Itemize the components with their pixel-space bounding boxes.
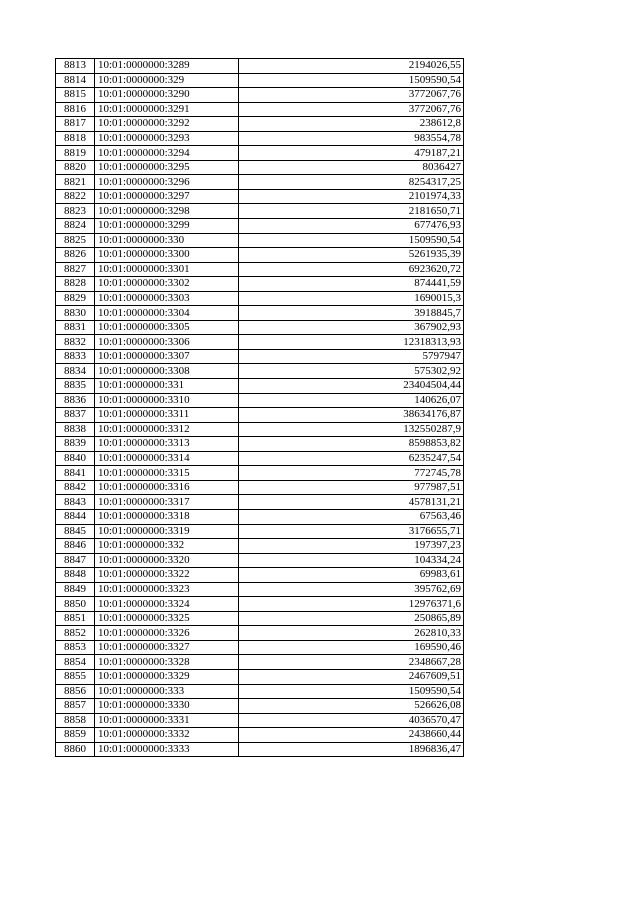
cadastral-number-cell: 10:01:0000000:3299 xyxy=(95,219,239,234)
row-number-cell: 8836 xyxy=(56,393,95,408)
row-number-cell: 8839 xyxy=(56,437,95,452)
value-cell: 1509590,54 xyxy=(239,73,464,88)
row-number-cell: 8814 xyxy=(56,73,95,88)
row-number-cell: 8840 xyxy=(56,451,95,466)
row-number-cell: 8822 xyxy=(56,189,95,204)
cadastral-number-cell: 10:01:0000000:3311 xyxy=(95,408,239,423)
row-number-cell: 8815 xyxy=(56,88,95,103)
row-number-cell: 8813 xyxy=(56,59,95,74)
table-row xyxy=(56,553,464,568)
row-number-cell: 8852 xyxy=(56,626,95,641)
value-cell: 2194026,55 xyxy=(239,59,464,74)
table-row xyxy=(56,102,464,117)
row-number-cell: 8859 xyxy=(56,728,95,743)
table-row xyxy=(56,728,464,743)
cadastral-number-cell: 10:01:0000000:3300 xyxy=(95,248,239,263)
row-number-cell: 8854 xyxy=(56,655,95,670)
table-row xyxy=(56,597,464,612)
value-cell: 3918845,7 xyxy=(239,306,464,321)
row-number-cell: 8848 xyxy=(56,568,95,583)
table-row xyxy=(56,408,464,423)
value-cell: 23404504,44 xyxy=(239,379,464,394)
table-row xyxy=(56,379,464,394)
table-row xyxy=(56,175,464,190)
table-row xyxy=(56,146,464,161)
value-cell: 3772067,76 xyxy=(239,102,464,117)
row-number-cell: 8821 xyxy=(56,175,95,190)
table-row xyxy=(56,509,464,524)
row-number-cell: 8823 xyxy=(56,204,95,219)
row-number-cell: 8837 xyxy=(56,408,95,423)
table-row xyxy=(56,73,464,88)
table-row xyxy=(56,524,464,539)
table-row xyxy=(56,219,464,234)
cadastral-number-cell: 10:01:0000000:3298 xyxy=(95,204,239,219)
cadastral-number-cell: 10:01:0000000:3318 xyxy=(95,509,239,524)
table-row xyxy=(56,88,464,103)
table-row xyxy=(56,742,464,757)
cadastral-number-cell: 10:01:0000000:3331 xyxy=(95,713,239,728)
value-cell: 67563,46 xyxy=(239,509,464,524)
cadastral-number-cell: 10:01:0000000:3290 xyxy=(95,88,239,103)
value-cell: 8254317,25 xyxy=(239,175,464,190)
value-cell: 6923620,72 xyxy=(239,262,464,277)
table-row xyxy=(56,495,464,510)
value-cell: 874441,59 xyxy=(239,277,464,292)
cadastral-number-cell: 10:01:0000000:3333 xyxy=(95,742,239,757)
row-number-cell: 8834 xyxy=(56,364,95,379)
cadastral-number-cell: 10:01:0000000:332 xyxy=(95,539,239,554)
cadastral-number-cell: 10:01:0000000:3306 xyxy=(95,335,239,350)
table-row xyxy=(56,699,464,714)
table-row xyxy=(56,262,464,277)
table-row xyxy=(56,466,464,481)
row-number-cell: 8838 xyxy=(56,422,95,437)
cadastral-number-cell: 10:01:0000000:3319 xyxy=(95,524,239,539)
value-cell: 5797947 xyxy=(239,349,464,364)
cadastral-number-cell: 10:01:0000000:3330 xyxy=(95,699,239,714)
value-cell: 1509590,54 xyxy=(239,684,464,699)
cadastral-number-cell: 10:01:0000000:3312 xyxy=(95,422,239,437)
cadastral-number-cell: 10:01:0000000:330 xyxy=(95,233,239,248)
value-cell: 3176655,71 xyxy=(239,524,464,539)
table-row xyxy=(56,364,464,379)
table-row xyxy=(56,422,464,437)
cadastral-number-cell: 10:01:0000000:3327 xyxy=(95,640,239,655)
row-number-cell: 8833 xyxy=(56,349,95,364)
row-number-cell: 8828 xyxy=(56,277,95,292)
row-number-cell: 8832 xyxy=(56,335,95,350)
value-cell: 367902,93 xyxy=(239,320,464,335)
table-row xyxy=(56,669,464,684)
row-number-cell: 8857 xyxy=(56,699,95,714)
table-row xyxy=(56,117,464,132)
row-number-cell: 8851 xyxy=(56,611,95,626)
value-cell: 677476,93 xyxy=(239,219,464,234)
table-row xyxy=(56,451,464,466)
value-cell: 772745,78 xyxy=(239,466,464,481)
cadastral-number-cell: 10:01:0000000:3296 xyxy=(95,175,239,190)
value-cell: 238612,8 xyxy=(239,117,464,132)
cadastral-number-cell: 10:01:0000000:3322 xyxy=(95,568,239,583)
value-cell: 479187,21 xyxy=(239,146,464,161)
table-row xyxy=(56,131,464,146)
table-row xyxy=(56,306,464,321)
table-row xyxy=(56,320,464,335)
cadastral-number-cell: 10:01:0000000:3320 xyxy=(95,553,239,568)
table-body xyxy=(56,59,464,757)
table-row xyxy=(56,684,464,699)
cadastral-number-cell: 10:01:0000000:3313 xyxy=(95,437,239,452)
value-cell: 4578131,21 xyxy=(239,495,464,510)
cadastral-number-cell: 10:01:0000000:3297 xyxy=(95,189,239,204)
table-row xyxy=(56,611,464,626)
value-cell: 12976371,6 xyxy=(239,597,464,612)
cadastral-number-cell: 10:01:0000000:3317 xyxy=(95,495,239,510)
table-row xyxy=(56,349,464,364)
cadastral-number-cell: 10:01:0000000:3323 xyxy=(95,582,239,597)
cadastral-number-cell: 10:01:0000000:3305 xyxy=(95,320,239,335)
row-number-cell: 8849 xyxy=(56,582,95,597)
cadastral-number-cell: 10:01:0000000:331 xyxy=(95,379,239,394)
value-cell: 104334,24 xyxy=(239,553,464,568)
cadastral-number-cell: 10:01:0000000:3295 xyxy=(95,160,239,175)
row-number-cell: 8824 xyxy=(56,219,95,234)
table-row xyxy=(56,655,464,670)
cadastral-number-cell: 10:01:0000000:3314 xyxy=(95,451,239,466)
row-number-cell: 8844 xyxy=(56,509,95,524)
table-row xyxy=(56,713,464,728)
value-cell: 8036427 xyxy=(239,160,464,175)
table-row xyxy=(56,480,464,495)
row-number-cell: 8819 xyxy=(56,146,95,161)
value-cell: 3772067,76 xyxy=(239,88,464,103)
table-row xyxy=(56,335,464,350)
value-cell: 132550287,9 xyxy=(239,422,464,437)
value-cell: 2181650,71 xyxy=(239,204,464,219)
row-number-cell: 8856 xyxy=(56,684,95,699)
value-cell: 8598853,82 xyxy=(239,437,464,452)
cadastral-number-cell: 10:01:0000000:3332 xyxy=(95,728,239,743)
row-number-cell: 8842 xyxy=(56,480,95,495)
row-number-cell: 8827 xyxy=(56,262,95,277)
value-cell: 140626,07 xyxy=(239,393,464,408)
table-row xyxy=(56,59,464,74)
row-number-cell: 8829 xyxy=(56,291,95,306)
row-number-cell: 8817 xyxy=(56,117,95,132)
cadastral-number-cell: 10:01:0000000:3292 xyxy=(95,117,239,132)
table-row xyxy=(56,393,464,408)
row-number-cell: 8847 xyxy=(56,553,95,568)
cadastral-number-cell: 10:01:0000000:3328 xyxy=(95,655,239,670)
cadastral-value-table xyxy=(55,58,464,757)
cadastral-number-cell: 10:01:0000000:3301 xyxy=(95,262,239,277)
row-number-cell: 8830 xyxy=(56,306,95,321)
table-row xyxy=(56,189,464,204)
value-cell: 6235247,54 xyxy=(239,451,464,466)
value-cell: 5261935,39 xyxy=(239,248,464,263)
row-number-cell: 8831 xyxy=(56,320,95,335)
row-number-cell: 8853 xyxy=(56,640,95,655)
value-cell: 69983,61 xyxy=(239,568,464,583)
row-number-cell: 8850 xyxy=(56,597,95,612)
table-row xyxy=(56,626,464,641)
value-cell: 197397,23 xyxy=(239,539,464,554)
row-number-cell: 8843 xyxy=(56,495,95,510)
table-row xyxy=(56,539,464,554)
table-row xyxy=(56,568,464,583)
value-cell: 38634176,87 xyxy=(239,408,464,423)
value-cell: 2348667,28 xyxy=(239,655,464,670)
cadastral-number-cell: 10:01:0000000:329 xyxy=(95,73,239,88)
table-row xyxy=(56,204,464,219)
value-cell: 2467609,51 xyxy=(239,669,464,684)
document-page xyxy=(55,58,464,757)
value-cell: 169590,46 xyxy=(239,640,464,655)
cadastral-number-cell: 10:01:0000000:3308 xyxy=(95,364,239,379)
row-number-cell: 8835 xyxy=(56,379,95,394)
value-cell: 2101974,33 xyxy=(239,189,464,204)
value-cell: 250865,89 xyxy=(239,611,464,626)
value-cell: 1690015,3 xyxy=(239,291,464,306)
cadastral-number-cell: 10:01:0000000:3289 xyxy=(95,59,239,74)
row-number-cell: 8846 xyxy=(56,539,95,554)
value-cell: 262810,33 xyxy=(239,626,464,641)
value-cell: 395762,69 xyxy=(239,582,464,597)
table-row xyxy=(56,582,464,597)
table-row xyxy=(56,160,464,175)
row-number-cell: 8818 xyxy=(56,131,95,146)
row-number-cell: 8841 xyxy=(56,466,95,481)
value-cell: 977987,51 xyxy=(239,480,464,495)
table-row xyxy=(56,277,464,292)
cadastral-number-cell: 10:01:0000000:3315 xyxy=(95,466,239,481)
cadastral-number-cell: 10:01:0000000:3324 xyxy=(95,597,239,612)
row-number-cell: 8860 xyxy=(56,742,95,757)
cadastral-number-cell: 10:01:0000000:3325 xyxy=(95,611,239,626)
cadastral-number-cell: 10:01:0000000:3329 xyxy=(95,669,239,684)
cadastral-number-cell: 10:01:0000000:3302 xyxy=(95,277,239,292)
cadastral-number-cell: 10:01:0000000:3316 xyxy=(95,480,239,495)
table-row xyxy=(56,640,464,655)
row-number-cell: 8855 xyxy=(56,669,95,684)
table-row xyxy=(56,248,464,263)
row-number-cell: 8826 xyxy=(56,248,95,263)
cadastral-number-cell: 10:01:0000000:3291 xyxy=(95,102,239,117)
table-row xyxy=(56,291,464,306)
cadastral-number-cell: 10:01:0000000:333 xyxy=(95,684,239,699)
row-number-cell: 8820 xyxy=(56,160,95,175)
value-cell: 526626,08 xyxy=(239,699,464,714)
table-row xyxy=(56,437,464,452)
value-cell: 2438660,44 xyxy=(239,728,464,743)
cadastral-number-cell: 10:01:0000000:3310 xyxy=(95,393,239,408)
value-cell: 4036570,47 xyxy=(239,713,464,728)
row-number-cell: 8858 xyxy=(56,713,95,728)
cadastral-number-cell: 10:01:0000000:3294 xyxy=(95,146,239,161)
value-cell: 575302,92 xyxy=(239,364,464,379)
row-number-cell: 8816 xyxy=(56,102,95,117)
value-cell: 983554,78 xyxy=(239,131,464,146)
row-number-cell: 8845 xyxy=(56,524,95,539)
row-number-cell: 8825 xyxy=(56,233,95,248)
cadastral-number-cell: 10:01:0000000:3326 xyxy=(95,626,239,641)
table-row xyxy=(56,233,464,248)
cadastral-number-cell: 10:01:0000000:3304 xyxy=(95,306,239,321)
cadastral-number-cell: 10:01:0000000:3307 xyxy=(95,349,239,364)
value-cell: 1509590,54 xyxy=(239,233,464,248)
value-cell: 12318313,93 xyxy=(239,335,464,350)
cadastral-number-cell: 10:01:0000000:3293 xyxy=(95,131,239,146)
cadastral-number-cell: 10:01:0000000:3303 xyxy=(95,291,239,306)
value-cell: 1896836,47 xyxy=(239,742,464,757)
